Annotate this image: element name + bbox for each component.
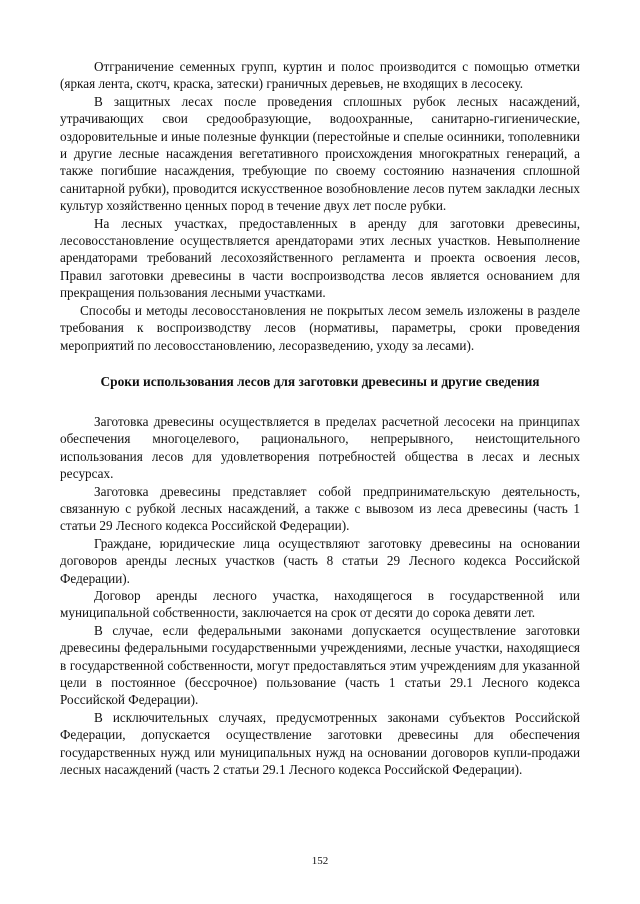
paragraph: На лесных участках, предоставленных в аренду для заготовки древесины, лесовосстановление осуществляется арендаторами этих лесных участков. Невыполнение арендаторами требований лесохозяйственного регламента и проекта освоения лесов, Правил заготовки древесины в части воспроизводства лесов является основанием для прекращения пользования лесными участками. (60, 215, 580, 301)
paragraph: В случае, если федеральными законами допускается осуществление заготовки древесины федеральными государственными учреждениями, лесные участки, находящиеся в государственной собственности, могут предоставляться этим учреждениям для указанной цели в постоянное (бессрочное) пользование (часть 1 статьи 29.1 Лесного кодекса Российской Федерации). (60, 622, 580, 708)
paragraph: Отграничение семенных групп, куртин и полос производится с помощью отметки (яркая лента, скотч, краска, затески) граничных деревьев, не входящих в лесосеку. (60, 59, 580, 92)
paragraph: Заготовка древесины осуществляется в пределах расчетной лесосеки на принципах обеспечения многоцелевого, рационального, непрерывного, неистощительного использования лесов для удовлетворения потребностей общества в лесах и лесных ресурсах. (60, 413, 580, 482)
paragraph: Договор аренды лесного участка, находящегося в государственной или муниципальной собственности, заключается на срок от десяти до сорока девяти лет. (60, 587, 580, 621)
paragraph: Способы и методы лесовосстановления не покрытых лесом земель изложены в разделе требования к воспроизводству лесов (нормативы, параметры, сроки проведения мероприятий по лесовосстановлению, лесоразведению, уходу за лесами). (60, 302, 580, 353)
body-text (60, 58, 580, 778)
section-heading: Сроки использования лесов для заготовки древесины и другие сведения (100, 373, 540, 389)
paragraph: Заготовка древесины представляет собой предпринимательскую деятельность, связанную с рубкой лесных насаждений, а также с вывозом из леса древесины (часть 1 статьи 29 Лесного кодекса Российской Федерации). (60, 483, 580, 534)
paragraph: В исключительных случаях, предусмотренных законами субъектов Российской Федерации, допускается осуществление заготовки древесины для обеспечения государственных нужд или муниципальных нужд на основании договоров купли-продажи лесных насаждений (часть 2 статьи 29.1 Лесного кодекса Российской Федерации). (60, 709, 580, 778)
paragraph: В защитных лесах после проведения сплошных рубок лесных насаждений, утрачивающих свои средообразующие, водоохранные, санитарно-гигиенические, оздоровительные и иные полезные функции (перестойные и спелые осинники, тополевники и другие лесные насаждения вегетативного происхождения многократных генераций, а также погибшие насаждения, требующие по своему состоянию назначения сплошной санитарной рубки), проводится искусственное возобновление лесов путем закладки лесных культур хозяйственно ценных пород в течение двух лет после рубки. (60, 93, 580, 214)
paragraph: Граждане, юридические лица осуществляют заготовку древесины на основании договоров аренды лесных участков (часть 8 статьи 29 Лесного кодекса Российской Федерации). (60, 535, 580, 586)
page-number: 152 (311, 855, 329, 867)
